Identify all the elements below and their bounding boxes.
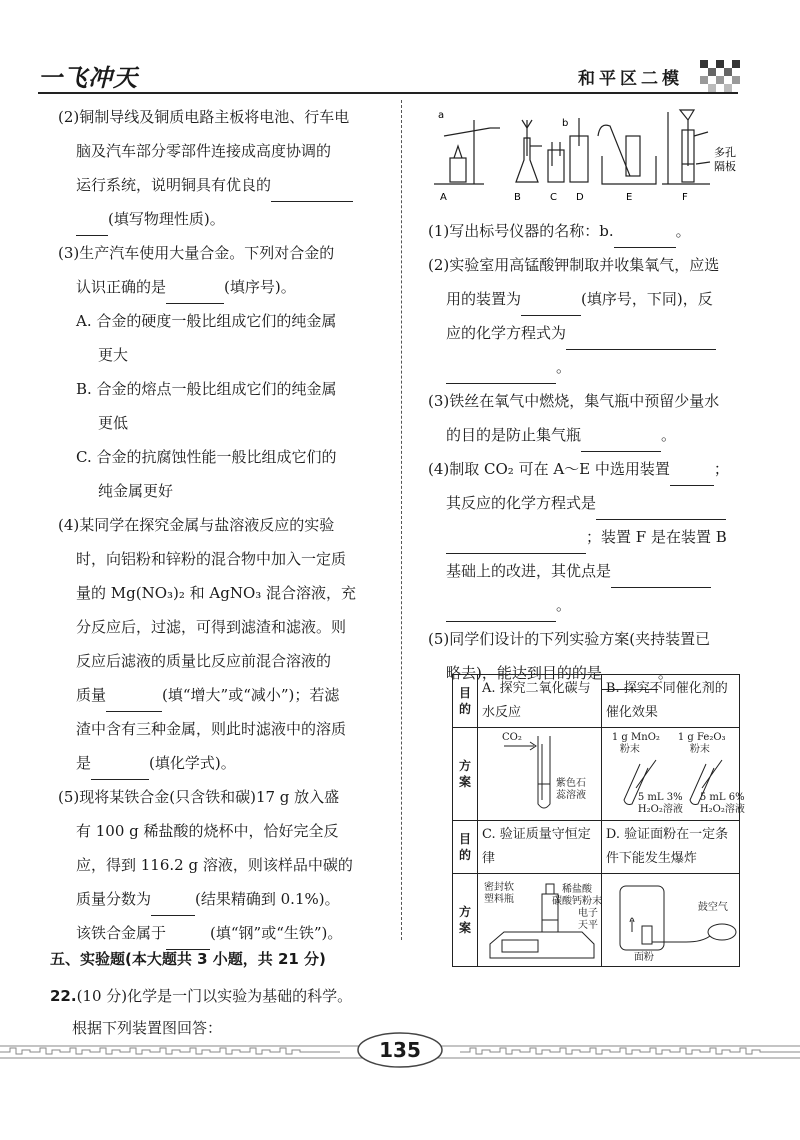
q3-option-a: A. 合金的硬度一般比组成它们的纯金属 (76, 312, 337, 330)
litmus-label-1: 紫色石 (556, 778, 586, 789)
plan-c (478, 874, 602, 967)
checker-decoration (700, 60, 744, 92)
q22-intro: 22.(10 分)化学是一门以实验为基础的科学。 根据下列装置图回答： (50, 980, 400, 1044)
co2-label: CO₂ (502, 732, 522, 743)
apparatus-figure (430, 106, 750, 210)
aim-b: B. 探究不同催化剂的 催化效果 (601, 675, 739, 728)
answer-blank[interactable] (446, 601, 556, 622)
q5-line1: (5)现将某铁合金(只含铁和碳)17 g 放入盛 (58, 788, 340, 806)
balance-label-2: 天平 (578, 920, 598, 931)
h2o2-3-label-2: H₂O₂溶液 (637, 804, 683, 815)
r-q4-line2: 其反应的化学方程式是 (428, 486, 754, 520)
plan-d-drawing (606, 876, 746, 964)
answer-blank[interactable] (581, 431, 661, 452)
q22-line2: 根据下列装置图回答： (72, 1019, 223, 1037)
right-column (428, 214, 754, 690)
answer-blank[interactable] (151, 895, 195, 916)
answer-blank[interactable] (670, 465, 714, 486)
answer-blank[interactable] (566, 329, 716, 350)
section-heading: 五、实验题(本大题共 3 小题，共 21 分) (50, 950, 326, 968)
answer-blank[interactable] (521, 295, 581, 316)
answer-blank[interactable] (596, 499, 726, 520)
brand-title: 一飞冲天 (38, 64, 138, 92)
q3-line1: (3)生产汽车使用大量合金。下列对合金的 (58, 244, 335, 262)
acid-label: 稀盐酸 (562, 884, 592, 895)
apparatus-label-e: E (626, 192, 633, 203)
answer-blank[interactable] (166, 283, 224, 304)
aim-c: C. 验证质量守恒定 律 (478, 821, 602, 874)
r-q2-line3: 应的化学方程式为 (428, 316, 754, 350)
answer-blank[interactable] (614, 227, 676, 248)
h2o2-6-label-1: 5 mL 6% (699, 792, 745, 803)
plan-a-drawing (482, 730, 612, 818)
r-q3-line1: (3)铁丝在氧气中燃烧，集气瓶中预留少量水 (428, 392, 720, 410)
q4-line4: 分反应后，过滤，可得到滤渣和滤液。则 (76, 618, 347, 636)
mno2-label-2: 粉末 (619, 744, 640, 755)
q4-line6: 质量 (填“增大”或“减小”)；若滤 (58, 678, 392, 712)
aim-d: D. 验证面粉在一定条 件下能发生爆炸 (601, 821, 739, 874)
table-row (453, 675, 740, 728)
table-row (453, 874, 740, 967)
plate-label-1: 多孔 (714, 146, 736, 159)
q4-line1: (4)某同学在探究金属与盐溶液反应的实验 (58, 516, 335, 534)
litmus-label-2: 蕊溶液 (556, 790, 586, 801)
r-q4-line3: ；装置 F 是在装置 B (428, 520, 754, 554)
apparatus-label-a: A (440, 192, 447, 203)
plan-label: 方案 (453, 728, 478, 821)
plan-d (601, 874, 739, 967)
h2o2-3-label-1: 5 mL 3% (637, 792, 683, 803)
r-q2-line2: 用的装置为 (填序号，下同)，反 (428, 282, 754, 316)
q4-line2: 时，向铝粉和锌粉的混合物中加入一定质 (76, 550, 347, 568)
r-q4-line4: 基础上的改进，其优点是 (428, 554, 754, 588)
aim-label: 目的 (453, 675, 478, 728)
table-row (453, 821, 740, 874)
q5-line2: 有 100 g 稀盐酸的烧杯中，恰好完全反 (76, 822, 339, 840)
plan-label-2: 方案 (453, 874, 478, 967)
table-row (453, 728, 740, 821)
r-q3-line2: 的目的是防止集气瓶 。 (428, 418, 754, 452)
q22-number: 22. (50, 987, 77, 1005)
q2-line3: 运行系统，说明铜具有优良的 (58, 168, 392, 202)
q3-option-c-cont: 纯金属更好 (98, 482, 174, 500)
q3-option-b: B. 合金的熔点一般比组成它们的纯金属 (76, 380, 337, 398)
q5-line4: 质量分数为 (结果精确到 0.1%)。 (58, 882, 392, 916)
answer-blank[interactable] (106, 691, 162, 712)
experiment-table (452, 674, 745, 967)
flour-label: 面粉 (633, 952, 654, 963)
q2-line2: 脑及汽车部分零部件连接成高度协调的 (76, 142, 332, 160)
mark-b: b (562, 118, 569, 129)
air-label: 鼓空气 (697, 902, 728, 913)
bottle-label-2: 塑料瓶 (484, 894, 514, 905)
answer-blank[interactable] (166, 929, 210, 950)
bottle-label-1: 密封软 (484, 882, 514, 893)
region-title: 和平区二模 (578, 69, 683, 89)
plate-label-2: 隔板 (714, 160, 736, 173)
fe2o3-label-1: 1 g Fe₂O₃ (677, 732, 726, 743)
q3-option-c: C. 合金的抗腐蚀性能一般比组成它们的 (76, 448, 337, 466)
fe2o3-label-2: 粉末 (689, 744, 710, 755)
mno2-label-1: 1 g MnO₂ (611, 732, 660, 743)
answer-blank[interactable] (446, 533, 586, 554)
answer-blank[interactable] (76, 215, 108, 236)
answer-blank[interactable] (271, 181, 353, 202)
apparatus-label-c: C (550, 192, 557, 203)
answer-blank[interactable] (91, 759, 149, 780)
r-q4-line1: (4)制取 CO₂ 可在 A～E 中选用装置 ； (428, 452, 754, 486)
column-divider (401, 100, 402, 940)
left-column (58, 100, 392, 950)
q4-line5: 反应后滤液的质量比反应前混合溶液的 (76, 652, 332, 670)
q5-line3: 应，得到 116.2 g 溶液，则该样品中碳的 (76, 856, 353, 874)
aim-label-2: 目的 (453, 821, 478, 874)
apparatus-label-d: D (576, 192, 584, 203)
q2-line1: (2)铜制导线及铜质电路主板将电池、行车电 (58, 108, 350, 126)
q4-line3: 量的 Mg(NO₃)₂ 和 AgNO₃ 混合溶液，充 (76, 584, 357, 602)
q3-option-b-cont: 更低 (98, 414, 129, 432)
r-q5-line1: (5)同学们设计的下列实验方案(夹持装置已 (428, 630, 711, 648)
q5-line5: 该铁合金属于 (填“钢”或“生铁”)。 (58, 916, 392, 950)
r-q5-line2: 略去)，能达到目的的是 。 (428, 656, 754, 690)
q3-option-a-cont: 更大 (98, 346, 129, 364)
r-q1: (1)写出标号仪器的名称：b. 。 (428, 214, 754, 248)
apparatus-label-f: F (682, 192, 688, 203)
answer-blank[interactable] (611, 567, 711, 588)
q4-line7: 渣中含有三种金属，则此时滤液中的溶质 (76, 720, 347, 738)
r-q4-line5: 。 (428, 588, 754, 622)
balance-label-1: 电子 (578, 908, 598, 919)
answer-blank[interactable] (446, 363, 556, 384)
mark-a: a (438, 110, 445, 121)
plan-b (601, 728, 745, 821)
r-q2-line4: 。 (428, 350, 754, 384)
page-number: 135 (379, 1038, 421, 1062)
h2o2-6-label-2: H₂O₂溶液 (699, 804, 745, 815)
powder-label: 碳酸钙粉末 (552, 896, 602, 907)
r-q2-line1: (2)实验室用高锰酸钾制取并收集氧气，应选 (428, 256, 720, 274)
header-rule (38, 92, 738, 94)
plan-a (478, 728, 602, 821)
q2-line4: (填写物理性质)。 (58, 202, 392, 236)
q4-line8: 是 (填化学式)。 (58, 746, 392, 780)
aim-a: A. 探究二氧化碳与 水反应 (478, 675, 602, 728)
apparatus-label-b: B (514, 192, 521, 203)
q3-line2: 认识正确的是 (填序号)。 (58, 270, 392, 304)
